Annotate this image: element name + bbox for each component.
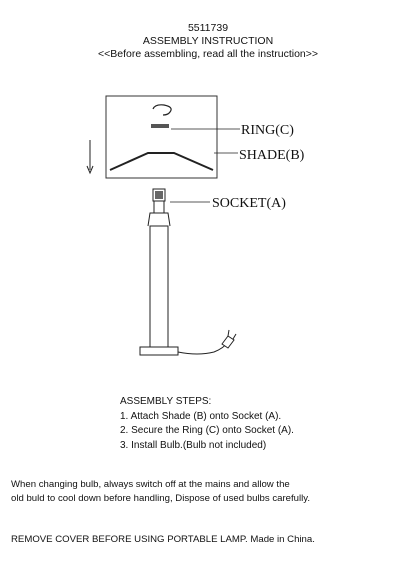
plug-icon [178, 330, 236, 354]
assembly-step-2: 2. Secure the Ring (C) onto Socket (A). [120, 425, 294, 436]
arrow-down-icon [87, 140, 93, 173]
document-title: ASSEMBLY INSTRUCTION [142, 35, 274, 47]
lamp-base-icon [140, 213, 178, 355]
document-subtitle: <<Before assembling, read all the instruction>> [97, 48, 319, 60]
assembly-steps-heading: ASSEMBLY STEPS: [120, 396, 212, 407]
shade-box [106, 96, 217, 178]
warning-line-1: When changing bulb, always switch off at the mains and allow the [11, 479, 290, 490]
warning-line-2: old buld to cool down before handling, Dispose of used bulbs carefully. [11, 493, 311, 504]
footer-note: REMOVE COVER BEFORE USING PORTABLE LAMP. Made in China. [11, 534, 315, 545]
model-number: 5511739 [187, 22, 229, 34]
shade-callout: SHADE(B) [239, 148, 305, 163]
assembly-step-3: 3. Install Bulb.(Bulb not included) [120, 439, 267, 451]
assembly-step-1: 1. Attach Shade (B) onto Socket (A). [120, 410, 282, 422]
ring-callout: RING(C) [241, 123, 294, 138]
socket-icon [153, 189, 165, 213]
assembly-steps [120, 395, 294, 453]
socket-callout: SOCKET(A) [212, 196, 286, 211]
